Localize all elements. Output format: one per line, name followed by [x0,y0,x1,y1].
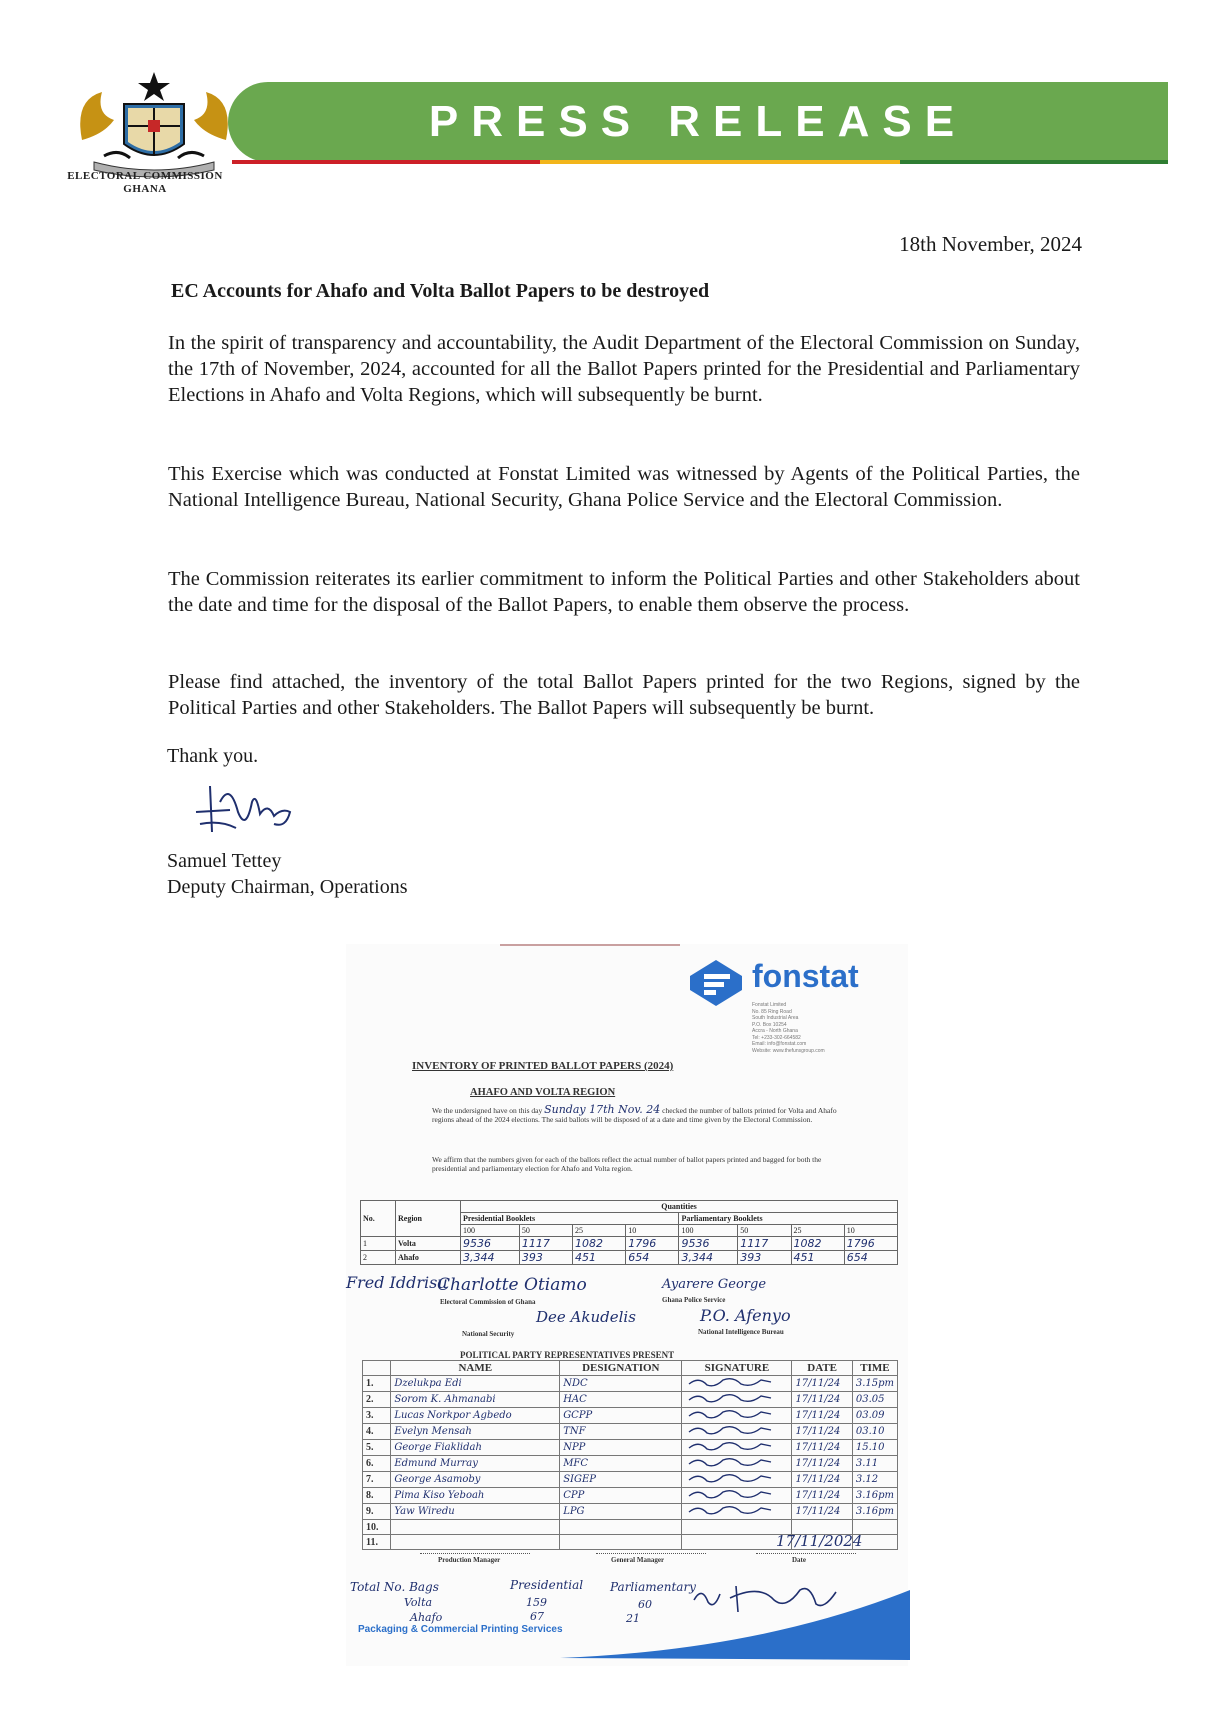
qty-cell: 451 [573,1251,626,1265]
row-time: 03.09 [852,1408,897,1424]
row-designation [560,1535,682,1550]
signature-scribble-icon [685,1392,775,1404]
col-time: TIME [852,1361,897,1376]
party-representatives-table [362,1360,898,1550]
row-signature [682,1440,792,1456]
paragraph-1: In the spirit of transparency and accountability, the Audit Department of the Electoral Commission on Sunday, the 17th of November, 2024, accounted for all the Ballot Papers printed for the Presidential and Parliamentary Elections in Ahafo and Volta Regions, which will subsequently be burnt. [168,332,1080,406]
party-row [363,1440,898,1456]
signatory-block [167,848,408,900]
address-line: No. 85 Ring Road [752,1008,792,1015]
row-name: George Fiaklidah [391,1440,560,1456]
row-region: Ahafo [396,1251,461,1265]
row-name [391,1520,560,1535]
row-number: 2. [363,1392,391,1408]
row-date: 17/11/24 [792,1472,852,1488]
stripe-red [232,160,540,164]
paragraph-2: This Exercise which was conducted at Fonstat Limited was witnessed by Agents of the Political Parties, the National Intelligence Bureau, National Security, Ghana Police Service and the Electoral Commission. [168,463,1080,511]
qty-cell: 1796 [626,1237,679,1251]
witness-signature: Fred Iddrisu [346,1273,448,1292]
fonstat-wordmark: fonstat [752,958,859,994]
row-signature [682,1408,792,1424]
col-number [363,1361,391,1376]
address-line: Email: info@fonstat.com [752,1041,807,1047]
statement-1-end: checked the number of ballots printed for Volta and Ahafo regions ahead of the 2024 elections. The said ballots will be disposed of at a date and time given by the Electoral Commission. [432,1106,837,1124]
row-number: 8. [363,1488,391,1504]
row-name: Yaw Wiredu [391,1504,560,1520]
row-date: 17/11/24 [792,1376,852,1392]
row-time: 3.11 [852,1456,897,1472]
note-ahafo-parliamentary: 21 [626,1612,640,1625]
col-quantities: Quantities [461,1201,898,1213]
row-number: 11. [363,1535,391,1550]
row-name [391,1535,560,1550]
date-line [756,1553,856,1554]
signature-scribble-icon [685,1424,775,1436]
row-number: 1. [363,1376,391,1392]
row-no: 1 [361,1237,396,1251]
signatory-title: Deputy Chairman, Operations [167,876,408,898]
row-date: 17/11/24 [792,1504,852,1520]
row-signature [682,1488,792,1504]
qty-cell: 1796 [844,1237,897,1251]
row-signature [682,1456,792,1472]
signature-scribble-icon [685,1408,775,1420]
row-signature [682,1504,792,1520]
organization-name [60,170,230,196]
note-signatures [690,1580,840,1616]
organization-line1: ELECTORAL COMMISSION [67,170,223,182]
note-presidential: Presidential [510,1578,584,1592]
col-signature: SIGNATURE [682,1361,792,1376]
note-volta: Volta [404,1596,433,1609]
general-manager-label: General Manager [611,1556,665,1564]
signature-scribble-icon [685,1488,775,1500]
row-designation: HAC [560,1392,682,1408]
qty-cell: 9536 [461,1237,520,1251]
witness-label-ec: Electoral Commission of Ghana [440,1298,536,1306]
address-line: Accra - North Ghana [752,1028,798,1034]
row-date: 17/11/24 [792,1392,852,1408]
row-name: Sorom K. Ahmanabi [391,1392,560,1408]
row-signature [682,1392,792,1408]
qty-row-ahafo [361,1251,898,1265]
row-designation: NDC [560,1376,682,1392]
signature-scribble-icon [685,1376,775,1388]
row-designation: LPG [560,1504,682,1520]
signature-image [190,772,300,842]
inventory-statement-2: We affirm that the numbers given for each of the ballots reflect the actual number of ballot papers printed and bagged for both the presidential and parliamentary election for Ahafo and Volta region. [432,1155,822,1173]
row-designation: NPP [560,1440,682,1456]
row-name: Pima Kiso Yeboah [391,1488,560,1504]
qty-row-volta [361,1237,898,1251]
party-table-title: POLITICAL PARTY REPRESENTATIVES PRESENT [460,1350,675,1360]
row-time: 3.16pm [852,1488,897,1504]
row-number: 10. [363,1520,391,1535]
party-row [363,1456,898,1472]
row-number: 5. [363,1440,391,1456]
production-manager-line [420,1553,530,1554]
address-line: P.O. Box 10254 [752,1021,787,1028]
witness-signature: Ayarere George [662,1277,767,1292]
witness-signature: P.O. Afenyo [700,1306,791,1325]
signature-scribble-icon [685,1472,775,1484]
qty-cell: 393 [519,1251,572,1265]
row-signature [682,1424,792,1440]
production-manager-label: Production Manager [438,1556,501,1564]
size-cell: 100 [679,1225,738,1237]
party-row [363,1504,898,1520]
row-time: 03.05 [852,1392,897,1408]
qty-header-row [361,1201,898,1213]
row-signature [682,1376,792,1392]
qty-cell: 3,344 [679,1251,738,1265]
row-designation: SIGEP [560,1472,682,1488]
coat-of-arms-icon [74,70,234,180]
attachment-top-edge [500,944,680,946]
party-row [363,1472,898,1488]
party-row [363,1488,898,1504]
row-name: Evelyn Mensah [391,1424,560,1440]
release-date: 18th November, 2024 [899,232,1082,256]
address-line: South Industrial Area [752,1015,799,1021]
row-region: Volta [396,1237,461,1251]
qty-cell: 1117 [519,1237,572,1251]
row-number: 7. [363,1472,391,1488]
col-designation: DESIGNATION [560,1361,682,1376]
note-parliamentary: Parliamentary [610,1580,696,1594]
witness-label-security: National Security [462,1330,515,1338]
signature-scribble-icon [685,1456,775,1468]
qty-cell: 654 [626,1251,679,1265]
row-signature [682,1472,792,1488]
footer-date-handwritten: 17/11/2024 [776,1532,863,1550]
row-name: Dzelukpa Edi [391,1376,560,1392]
size-cell: 50 [519,1225,572,1237]
size-cell: 50 [738,1225,791,1237]
row-number: 4. [363,1424,391,1440]
row-designation [560,1520,682,1535]
row-no: 2 [361,1251,396,1265]
signature-scribble-icon [685,1440,775,1452]
address-line: Fonstat Limited [752,1002,787,1008]
row-time: 3.16pm [852,1504,897,1520]
fonstat-logo-icon [690,960,742,1006]
witness-label-police: Ghana Police Service [662,1296,726,1304]
qty-cell: 1082 [573,1237,626,1251]
row-date: 17/11/24 [792,1456,852,1472]
note-volta-presidential: 159 [526,1596,547,1609]
col-region: Region [396,1201,461,1237]
qty-cell: 393 [738,1251,791,1265]
qty-cell: 9536 [679,1237,738,1251]
row-designation: CPP [560,1488,682,1504]
address-line: Tel: +233-302-664582 [752,1034,801,1041]
note-volta-parliamentary: 60 [638,1598,652,1611]
stripe-gold [540,160,900,164]
size-cell: 25 [791,1225,844,1237]
party-row [363,1376,898,1392]
signatory-name: Samuel Tettey [167,850,282,872]
note-ahafo-presidential: 67 [530,1610,544,1623]
witness-label-nib: National Intelligence Bureau [698,1328,784,1336]
size-cell: 25 [573,1225,626,1237]
general-manager-line [596,1553,706,1554]
party-row [363,1392,898,1408]
size-cell: 10 [626,1225,679,1237]
row-date: 17/11/24 [792,1488,852,1504]
col-date: DATE [792,1361,852,1376]
size-cell: 10 [844,1225,897,1237]
inventory-subtitle: AHAFO AND VOLTA REGION [470,1087,616,1098]
address-line: Website: www.thefunsgroup.com [752,1047,825,1054]
col-no: No. [361,1201,396,1237]
statement-1-handwritten-date: Sunday 17th Nov. 24 [544,1103,661,1116]
witness-signature: Charlotte Otiamo [437,1275,587,1295]
qty-cell: 451 [791,1251,844,1265]
party-header-row [363,1361,898,1376]
row-date: 17/11/24 [792,1408,852,1424]
row-time: 3.15pm [852,1376,897,1392]
quantities-table [360,1200,898,1265]
fonstat-tagline: Packaging & Commercial Printing Services [358,1624,563,1635]
inventory-statement-1 [432,1105,852,1124]
party-row [363,1424,898,1440]
note-total-bags: Total No. Bags [350,1580,439,1594]
stripe-green [900,160,1168,164]
row-time: 03.10 [852,1424,897,1440]
qty-cell: 654 [844,1251,897,1265]
inventory-title: INVENTORY OF PRINTED BALLOT PAPERS (2024) [412,1060,674,1072]
row-designation: MFC [560,1456,682,1472]
row-name: Lucas Norkpor Agbedo [391,1408,560,1424]
row-name: George Asamoby [391,1472,560,1488]
row-name: Edmund Murray [391,1456,560,1472]
row-date: 17/11/24 [792,1440,852,1456]
paragraph-4: Please find attached, the inventory of the total Ballot Papers printed for the two Regions, signed by the Political Parties and other Stakeholders. The Ballot Papers will subsequently be burnt. [168,671,1080,719]
paragraph-3: The Commission reiterates its earlier commitment to inform the Political Parties and other Stakeholders about the date and time for the disposal of the Ballot Papers, to enable them observe the process. [168,568,1080,616]
closing: Thank you. [167,745,259,767]
row-time: 3.12 [852,1472,897,1488]
release-heading: EC Accounts for Ahafo and Volta Ballot Papers to be destroyed [171,280,710,302]
row-number: 6. [363,1456,391,1472]
col-parliamentary: Parliamentary Booklets [679,1213,898,1225]
row-number: 9. [363,1504,391,1520]
row-date: 17/11/24 [792,1424,852,1440]
organization-line2: GHANA [123,183,167,195]
date-label: Date [792,1556,806,1564]
signature-scribble-icon [685,1504,775,1516]
note-ahafo: Ahafo [410,1611,443,1624]
banner-title: PRESS RELEASE [428,97,968,146]
party-row [363,1408,898,1424]
qty-cell: 3,344 [461,1251,520,1265]
statement-1-start: We the undersigned have on this day [432,1106,543,1115]
party-table-body [363,1376,898,1550]
row-time: 15.10 [852,1440,897,1456]
witness-signature: Dee Akudelis [536,1308,636,1326]
col-presidential: Presidential Booklets [461,1213,679,1225]
size-cell: 100 [461,1225,520,1237]
qty-cell: 1117 [738,1237,791,1251]
row-designation: TNF [560,1424,682,1440]
qty-cell: 1082 [791,1237,844,1251]
row-number: 3. [363,1408,391,1424]
fonstat-address [752,1002,892,1054]
col-name: NAME [391,1361,560,1376]
row-designation: GCPP [560,1408,682,1424]
